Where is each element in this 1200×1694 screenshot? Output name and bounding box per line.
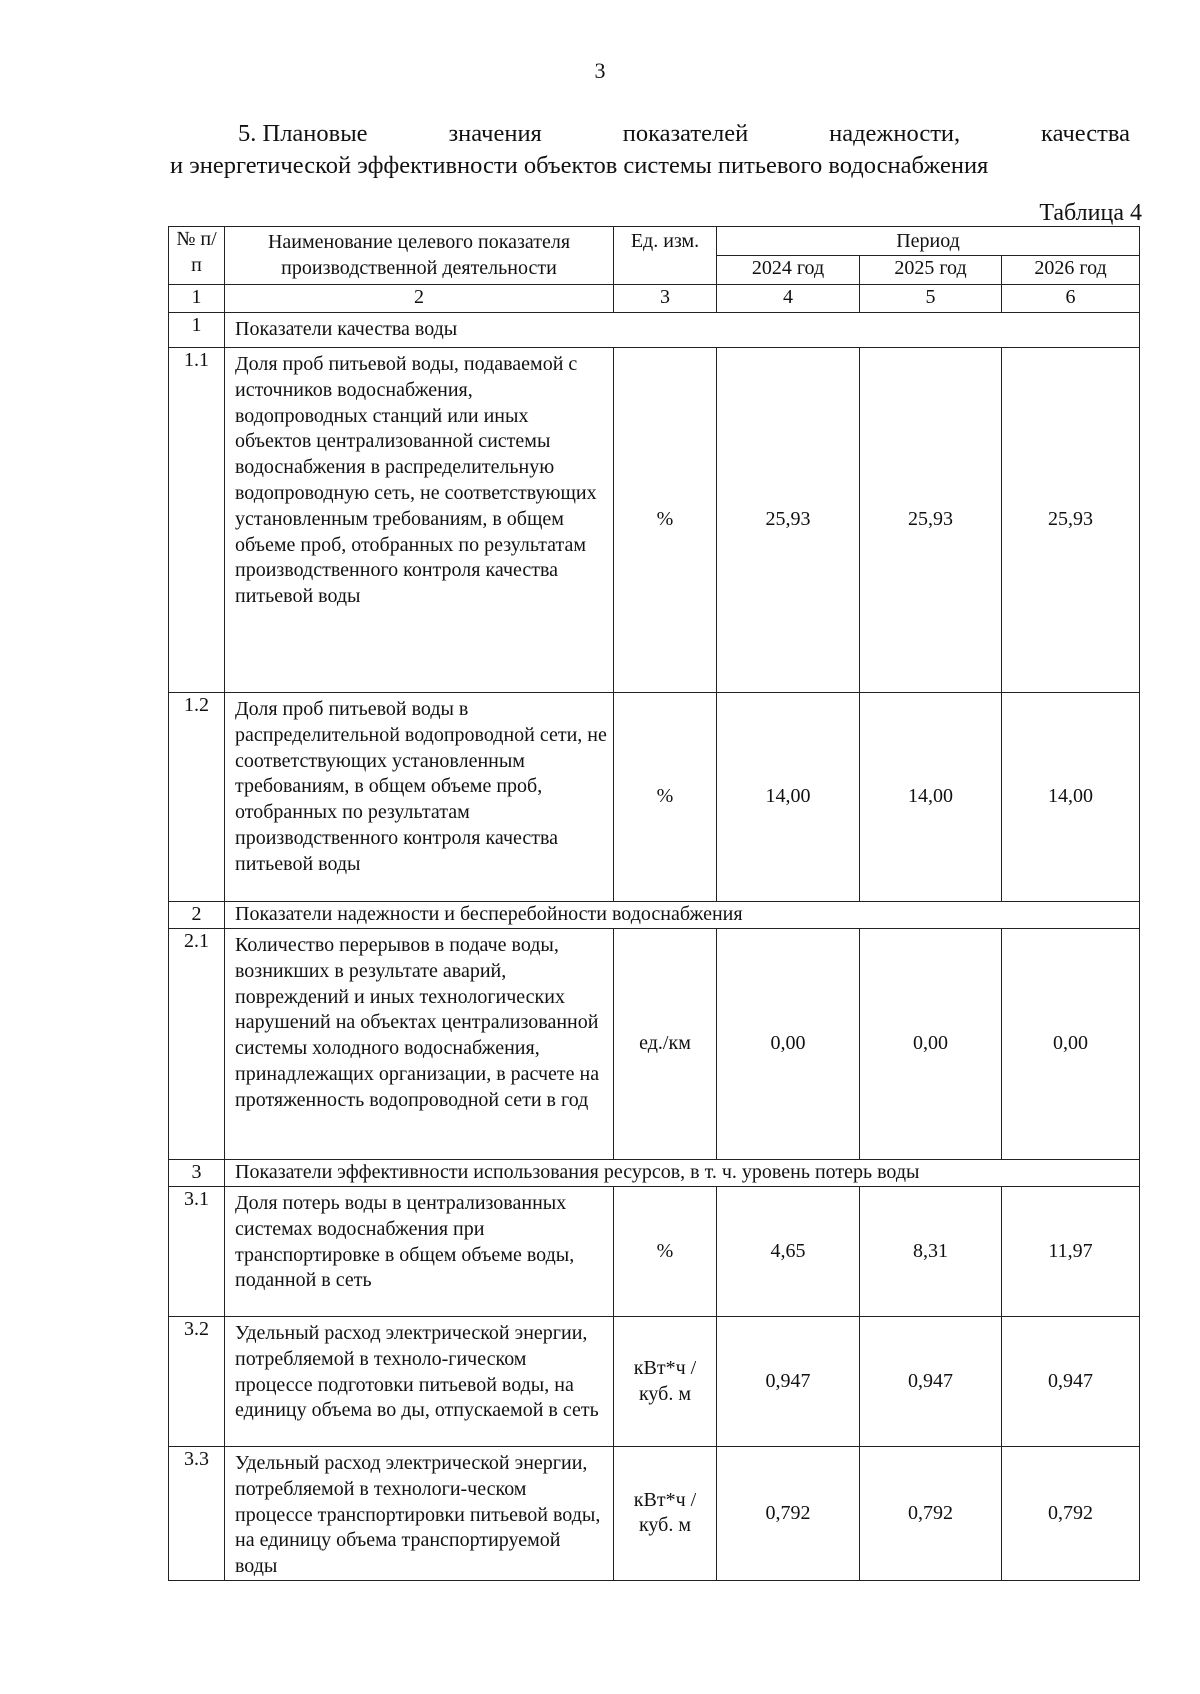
table-row: [169, 348, 1140, 693]
row-value: 0,947: [1002, 1317, 1140, 1447]
row-value: 25,93: [1002, 348, 1140, 693]
section-heading: [170, 118, 1130, 182]
section-title: Показатели надежности и бесперебойности водоснабжения: [225, 902, 1140, 929]
row-value: 0,00: [860, 929, 1002, 1160]
header-year: 2024 год: [717, 256, 860, 285]
section-title: Показатели качества воды: [225, 313, 1140, 348]
column-number: 4: [717, 285, 860, 313]
header-num: № п/п: [169, 227, 225, 285]
column-number: 3: [614, 285, 717, 313]
column-number: 2: [225, 285, 614, 313]
header-row: [169, 227, 1140, 256]
column-number: 1: [169, 285, 225, 313]
row-value: 14,00: [1002, 693, 1140, 902]
row-value: 0,792: [860, 1447, 1002, 1581]
row-value: 25,93: [717, 348, 860, 693]
row-unit: кВт*ч / куб. м: [614, 1447, 717, 1581]
row-unit: %: [614, 1187, 717, 1317]
row-value: 0,00: [717, 929, 860, 1160]
section-row: [169, 1160, 1140, 1187]
row-name: Доля проб питьевой воды, подаваемой с источников водоснабжения, водопроводных станций или иных объектов централизованной системы водоснабжения в распределительную водопроводную сеть, не соответствующих установленным требованиям, в общем объеме проб, отобранных по результатам производственного контроля качества питьевой воды: [225, 348, 614, 693]
row-value: 8,31: [860, 1187, 1002, 1317]
header-year: 2026 год: [1002, 256, 1140, 285]
header-name: Наименование целевого показателя производственной деятельности: [225, 227, 614, 285]
header-unit: Ед. изм.: [614, 227, 717, 285]
indicators-table: [168, 226, 1140, 1581]
row-value: 0,792: [717, 1447, 860, 1581]
row-unit: %: [614, 348, 717, 693]
row-name: Доля проб питьевой воды в распределительной водопроводной сети, не соответствующих установленным требованиям, в общем объеме проб, отобранных по результатам производственного контроля качества питьевой воды: [225, 693, 614, 902]
table-row: [169, 1187, 1140, 1317]
section-num: 3: [169, 1160, 225, 1187]
table-row: [169, 693, 1140, 902]
heading-word: показателей: [622, 120, 749, 147]
row-value: 0,947: [860, 1317, 1002, 1447]
header-year: 2025 год: [860, 256, 1002, 285]
row-num: 1.1: [169, 348, 225, 693]
section-title: Показатели эффективности использования ресурсов, в т. ч. уровень потерь воды: [225, 1160, 1140, 1187]
heading-word: значения: [448, 120, 542, 147]
row-value: 0,00: [1002, 929, 1140, 1160]
row-name: Удельный расход электрической энергии, потребляемой в техноло-гическом процессе подготовки питьевой воды, на единицу объема во ды, отпускаемой в сеть: [225, 1317, 614, 1447]
table-row: [169, 929, 1140, 1160]
row-unit: кВт*ч / куб. м: [614, 1317, 717, 1447]
heading-line-1: [170, 118, 1130, 150]
table-caption: Таблица 4: [1039, 200, 1142, 226]
row-value: 14,00: [717, 693, 860, 902]
row-value: 0,947: [717, 1317, 860, 1447]
section-row: [169, 313, 1140, 348]
table-row: [169, 1447, 1140, 1581]
row-value: 14,00: [860, 693, 1002, 902]
column-number: 5: [860, 285, 1002, 313]
column-numbers-row: [169, 285, 1140, 313]
row-num: 2.1: [169, 929, 225, 1160]
row-value: 11,97: [1002, 1187, 1140, 1317]
heading-line-2: и энергетической эффективности объектов системы питьевого водоснабжения: [170, 152, 989, 179]
row-num: 3.3: [169, 1447, 225, 1581]
heading-word: качества: [1041, 120, 1130, 147]
row-num: 1.2: [169, 693, 225, 902]
row-num: 3.1: [169, 1187, 225, 1317]
row-name: Удельный расход электрической энергии, потребляемой в технологи-ческом процессе транспортировки питьевой воды, на единицу объема транспортируемой воды: [225, 1447, 614, 1581]
row-num: 3.2: [169, 1317, 225, 1447]
row-value: 25,93: [860, 348, 1002, 693]
row-unit: %: [614, 693, 717, 902]
column-number: 6: [1002, 285, 1140, 313]
table-row: [169, 1317, 1140, 1447]
row-unit: ед./км: [614, 929, 717, 1160]
header-period: Период: [717, 227, 1140, 256]
row-name: Доля потерь воды в централизованных системах водоснабжения при транспортировке в общем объеме воды, поданной в сеть: [225, 1187, 614, 1317]
row-value: 4,65: [717, 1187, 860, 1317]
section-row: [169, 902, 1140, 929]
section-num: 1: [169, 313, 225, 348]
page-number: 3: [594, 58, 606, 83]
heading-word: надежности,: [829, 120, 961, 147]
section-num: 2: [169, 902, 225, 929]
row-name: Количество перерывов в подаче воды, возникших в результате аварий, повреждений и иных технологических нарушений на объектах централизованной системы холодного водоснабжения, принадлежащих организации, в расчете на протяженность водопроводной сети в год: [225, 929, 614, 1160]
heading-word: 5. Плановые: [238, 120, 368, 147]
row-value: 0,792: [1002, 1447, 1140, 1581]
